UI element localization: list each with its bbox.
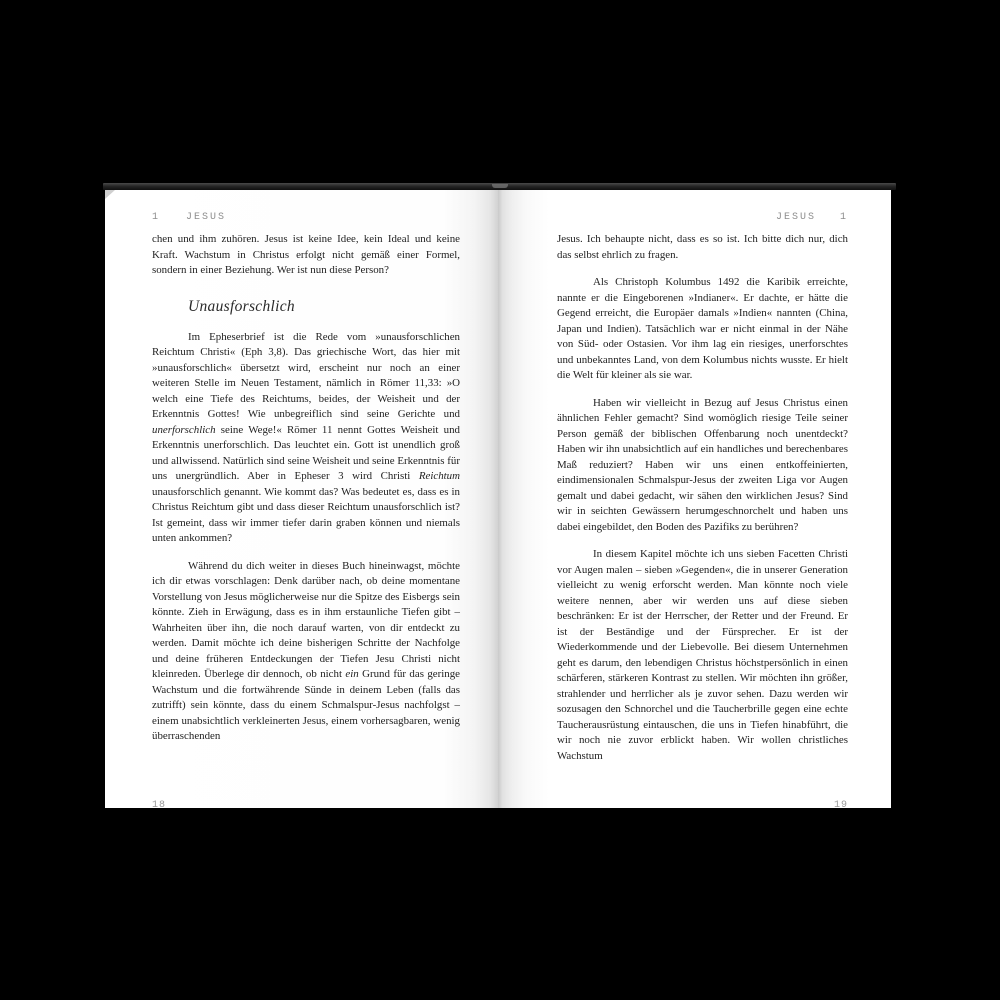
paragraph: Als Christoph Kolumbus 1492 die Karibik erreichte, nannte er die Eingeborenen »Indianer«. Er dachte, er hätte die Gegend erreicht, die Europäer damals »Indien« nannten (China, Japan und Indien). Tatsächlich war er nicht einmal in der Nähe von Süd- oder Ostasien. Vor ihm lag ein riesiges, unerforschtes und unbekanntes Land, von dem Kolumbus nichts wusste. Er hielt die Welt für kleiner als sie war. <box>557 276 848 381</box>
page-header-left <box>152 212 460 224</box>
page-number-left: 18 <box>152 800 167 808</box>
paragraph: Während du dich weiter in dieses Buch hineinwagst, möchte ich dir etwas vorschlagen: Denk darüber nach, ob deine momentane Vorstellung von Jesus möglicherweise nur die Spitze des Eisbergs sein könnte. Zieh in Erwägung, dass es in ihm erstaunliche Tiefen gibt – Wahrheiten über ihn, die noch darauf warten, von dir entdeckt zu werden. Damit möchte ich deine bisherigen Schritte der Nachfolge und deine früheren Entdeckungen der Tiefen Jesu Christi nicht kleinreden. Überlege dir dennoch, ob nicht ein Grund für das geringe Wachstum und die fortwährende Sünde in deinem Leben (falls das zutrifft) sein könnte, dass du einem Schmalspur-Jesus nachfolgst – einem unabsichtlich verkleinerten Jesus, einem vorhersagbaren, wenig überraschenden <box>152 559 461 742</box>
right-text-column <box>557 232 848 764</box>
paragraph: In diesem Kapitel möchte ich uns sieben Facetten Christi vor Augen malen – sieben »Gegenden«, die in unserer Generation vielleicht zu wenig erforscht werden. Man könnte noch viele weitere nennen, aber wir werden uns auf diese sieben beschränken: Er ist der Herrscher, der Retter und der Freund. Er ist der Beständige und der Fürsprecher. Er ist der Wiederkommende und der Liebevolle. Bei diesem Unternehmen geht es darum, den lebendigen Christus höchstpersönlich in einen schärferen, stärkeren Kontrast zu stellen. Wir möchten ihn größer, strahlender und herrlicher als je zuvor sehen. Dazu werden wir sozusagen den Schnorchel und die Taucherbrille gegen eine echte Taucherausrüstung eintauschen, die uns in Tiefen hinabführt, die wir noch nie zuvor erblickt haben. Wir wollen christliches Wachstum <box>557 548 848 762</box>
paragraph: Jesus. Ich behaupte nicht, dass es so ist. Ich bitte dich nur, dich das selbst ehrlich zu fragen. <box>557 233 848 261</box>
book-cover-top-edge <box>103 183 896 190</box>
left-page <box>105 190 498 808</box>
page-header-right <box>557 212 848 224</box>
open-pages <box>105 190 891 808</box>
paragraph: Im Epheserbrief ist die Rede vom »unausforschlichen Reichtum Christi« (Eph 3,8). Das griechische Wort, das hier mit »unausforschlich« übersetzt wird, erscheint nur noch an einer weiteren Stelle im Neuen Testament, nämlich in Römer 11,33: »O welch eine Tiefe des Reichtums, beides, der Weisheit und der Erkenntnis Gottes! Wie unbegreiflich sind seine Gerichte und unerforschlich seine Wege!« Römer 11 nennt Gottes Weisheit und Erkenntnis unerforschlich. Das leuchtet ein. Gott ist unendlich groß und allwissend. Natürlich sind seine Weisheit und seine Erkenntnis für uns unergründlich. Aber in Epheser 3 wird Christi Reichtum unausforschlich genannt. Wie kommt das? Was bedeutet es, dass es in Christus Reichtum gibt und dass dieser Reichtum unausforschlich ist? Ist gemeint, dass wir immer tiefer darin graben können und niemals unten ankommen? <box>152 330 460 544</box>
page-number-right: 19 <box>833 800 848 808</box>
chapter-number: 1 <box>839 212 848 223</box>
paragraph: chen und ihm zuhören. Jesus ist keine Idee, kein Ideal und keine Kraft. Wachstum in Christus erfolgt nicht gemäß einer Formel, sondern in einer Beziehung. Wer ist nun diese Person? <box>152 233 460 276</box>
book-spread <box>103 183 896 808</box>
right-body-paragraphs <box>557 232 848 764</box>
spine-notch <box>492 184 508 188</box>
left-text-column <box>152 232 460 745</box>
chapter-number: 1 <box>152 212 161 223</box>
paragraph: Haben wir vielleicht in Bezug auf Jesus Christus einen ähnlichen Fehler gemacht? Sind womöglich riesige Teile seiner Person gemäß der biblischen Offenbarung noch unentdeckt? Haben wir ihn unabsichtlich auf ein handliches und berechenbares Maß reduziert? Haben wir uns einen entkoffeinierten, eindimensionalen Schmalspur-Jesus der zweiten Liga vor Augen gemalt und dabei gedacht, wir sähen den wirklichen Jesus? Sind wir in seichten Gewässern herumgeschnorchelt und haben uns dabei eingebildet, den Boden des Pazifiks zu berühren? <box>557 396 848 533</box>
intro-paragraph <box>152 232 460 279</box>
running-title: JESUS <box>775 212 816 223</box>
running-title: JESUS <box>186 212 227 223</box>
left-body-paragraphs <box>152 330 460 745</box>
right-page <box>498 190 891 808</box>
section-heading: Unausforschlich <box>188 297 295 315</box>
